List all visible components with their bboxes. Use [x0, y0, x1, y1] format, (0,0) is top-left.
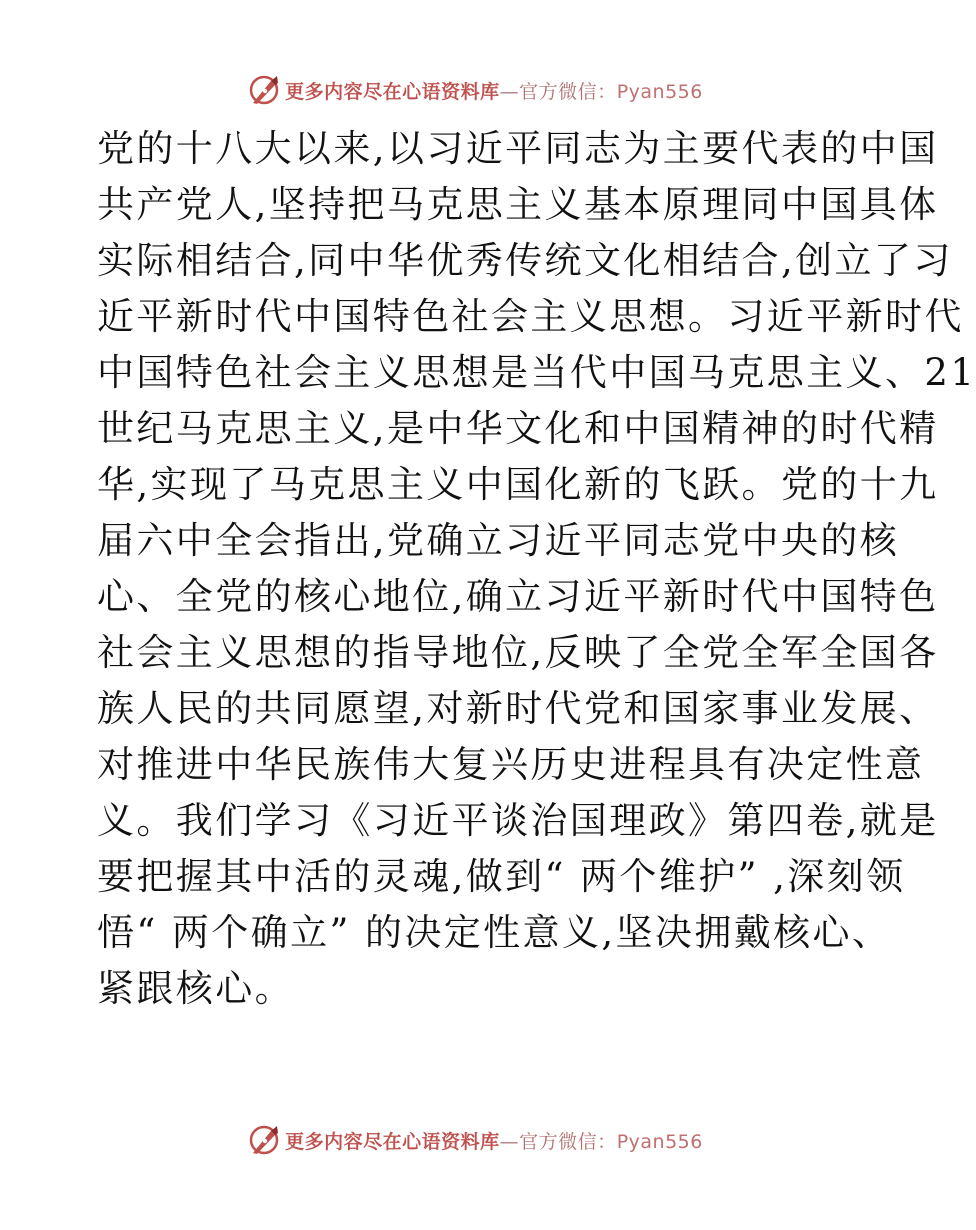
body-line: 共产党人,坚持把马克思主义基本原理同中国具体 — [97, 183, 939, 226]
body-line: 要把握其中活的灵魂,做到“ 两个维护” ,深刻领 — [97, 855, 906, 898]
footer-banner-title: 更多内容尽在心语资料库 — [285, 1130, 500, 1153]
quill-pen-logo-icon — [247, 1123, 281, 1157]
header-banner-separator: — — [499, 80, 520, 103]
footer-banner — [0, 1120, 950, 1160]
body-line: 中国特色社会主义思想是当代中国马克思主义、21 — [97, 351, 976, 394]
header-banner-title: 更多内容尽在心语资料库 — [285, 80, 500, 103]
body-line: 华,实现了马克思主义中国化新的飞跃。党的十九 — [97, 463, 939, 506]
body-line: 对推进中华民族伟大复兴历史进程具有决定性意 — [97, 743, 925, 786]
body-line: 社会主义思想的指导地位,反映了全党全军全国各 — [97, 631, 939, 674]
header-banner — [0, 70, 950, 110]
header-banner-text — [285, 77, 703, 104]
footer-banner-wechat-id: Pyan556 — [616, 1130, 703, 1153]
body-line: 党的十八大以来,以习近平同志为主要代表的中国 — [97, 127, 939, 170]
footer-banner-text — [285, 1127, 703, 1154]
header-banner-wechat-id: Pyan556 — [616, 80, 703, 103]
footer-banner-wechat-label: 官方微信： — [519, 1130, 617, 1153]
body-line: 届六中全会指出,党确立习近平同志党中央的核 — [97, 519, 900, 562]
body-line: 悟“ 两个确立” 的决定性意义,坚决拥戴核心、 — [97, 911, 892, 954]
body-line: 族人民的共同愿望,对新时代党和国家事业发展、 — [97, 687, 939, 730]
body-line: 紧跟核心。 — [97, 967, 294, 1010]
quill-pen-logo-icon — [247, 73, 281, 107]
body-line: 义。我们学习《习近平谈治国理政》第四卷,就是 — [97, 799, 939, 842]
body-line: 心、全党的核心地位,确立习近平新时代中国特色 — [97, 575, 939, 618]
body-line: 世纪马克思主义,是中华文化和中国精神的时代精 — [97, 407, 939, 450]
body-line: 近平新时代中国特色社会主义思想。习近平新时代 — [97, 295, 964, 338]
header-banner-wechat-label: 官方微信： — [519, 80, 617, 103]
footer-banner-separator: — — [499, 1130, 520, 1153]
body-line: 实际相结合,同中华优秀传统文化相结合,创立了习 — [97, 239, 953, 282]
